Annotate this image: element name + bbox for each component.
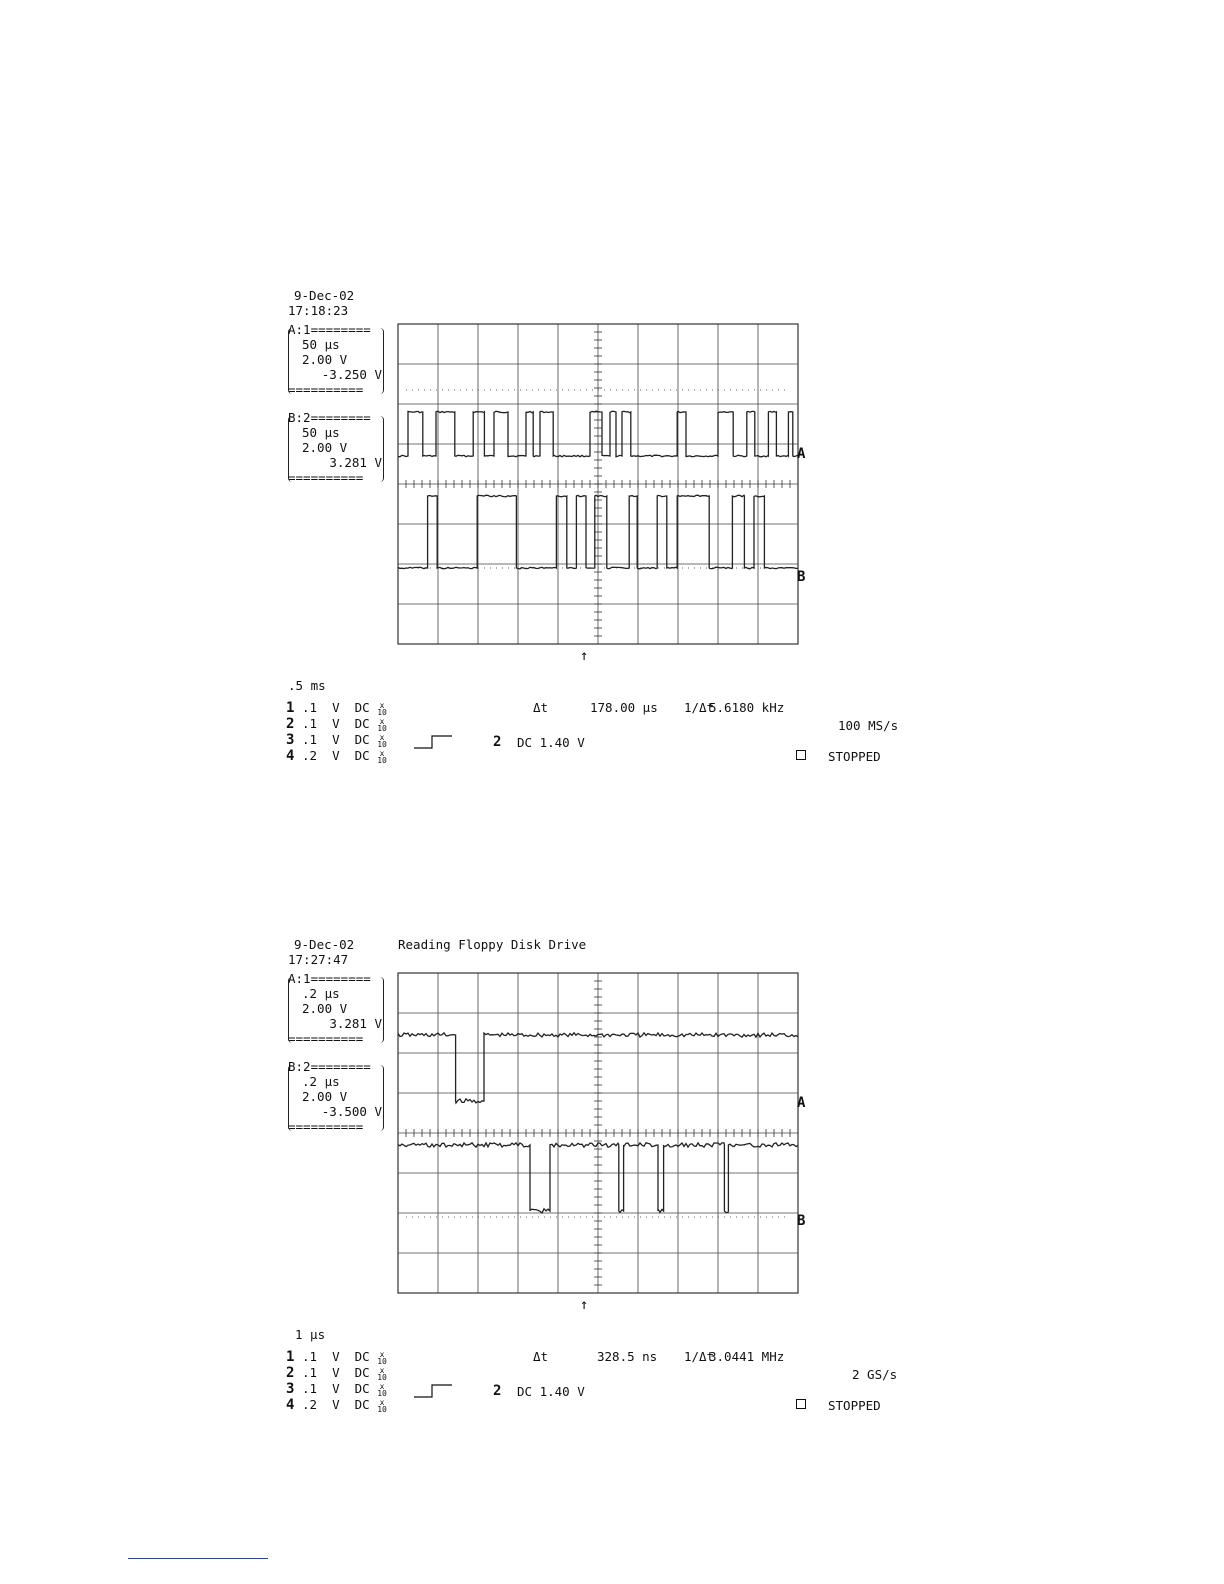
channel-setting: .1 V DC (301, 700, 370, 715)
settings-frame (288, 328, 384, 394)
channel-num: 2 (286, 716, 295, 732)
channel-header: A:1======== (288, 971, 371, 986)
inverse-delta-t-label: 1/Δt (684, 700, 715, 715)
capture-title: Reading Floppy Disk Drive (398, 937, 587, 952)
capture-date: 9-Dec-02 (294, 937, 355, 952)
channel-num: 1 (286, 700, 295, 716)
channel-timebase: 50 μs (302, 425, 340, 440)
trigger-channel: 2 (493, 1383, 502, 1399)
capture-date: 9-Dec-02 (294, 288, 355, 303)
channel-row-1 (286, 1349, 387, 1365)
scope-capture-2 (0, 929, 1224, 1489)
channel-timebase: .2 μs (302, 986, 340, 1001)
channel-num: 4 (286, 748, 295, 764)
channel-offset: -3.250 V (321, 367, 382, 382)
trace-a-marker: A (797, 446, 806, 462)
settings-frame (288, 416, 384, 482)
capture-time: 17:27:47 (288, 952, 349, 967)
channel-b-settings (288, 1059, 384, 1137)
run-stop-indicator-icon (796, 1399, 806, 1409)
trigger-level: DC 1.40 V (517, 1384, 585, 1399)
inverse-delta-t-value: 3.0441 MHz (709, 1349, 785, 1364)
settings-frame (288, 1065, 384, 1131)
scope-screen-1 (0, 280, 1224, 840)
channel-row-2 (286, 1365, 387, 1381)
trace-a-marker: A (797, 1095, 806, 1111)
channel-row-2 (286, 716, 387, 732)
channel-num: 2 (286, 1365, 295, 1381)
probe-ratio-icon: x 10 (377, 1365, 387, 1382)
main-timebase: 1 μs (295, 1327, 326, 1342)
channel-row-4 (286, 1397, 387, 1413)
capture-time: 17:18:23 (288, 303, 349, 318)
channel-offset: -3.500 V (321, 1104, 382, 1119)
delta-t-label: Δt (533, 700, 549, 715)
trigger-channel: 2 (493, 734, 502, 750)
main-timebase: .5 ms (288, 678, 326, 693)
footnote-rule (128, 1558, 268, 1559)
probe-ratio-icon: x 10 (377, 1397, 387, 1414)
channel-volts: 2.00 V (302, 1001, 348, 1016)
channel-row-3 (286, 732, 387, 748)
channel-a-settings (288, 322, 384, 400)
channel-footer: ========== (288, 470, 364, 485)
channel-header: B:2======== (288, 410, 371, 425)
probe-ratio-icon: x 10 (377, 732, 387, 749)
graticule (398, 973, 798, 1293)
probe-ratio-icon: x 10 (377, 1349, 387, 1366)
channel-timebase: .2 μs (302, 1074, 340, 1089)
channel-timebase: 50 μs (302, 337, 340, 352)
channel-num: 1 (286, 1349, 295, 1365)
trace-b-marker: B (797, 1213, 806, 1229)
channel-volts: 2.00 V (302, 1089, 348, 1104)
probe-ratio-icon: x 10 (377, 1381, 387, 1398)
trigger-position-arrow: ↑ (580, 648, 589, 664)
channel-footer: ========== (288, 382, 364, 397)
probe-ratio-icon: x 10 (377, 748, 387, 765)
channel-header: A:1======== (288, 322, 371, 337)
trigger-level: DC 1.40 V (517, 735, 585, 750)
channel-footer: ========== (288, 1031, 364, 1046)
channel-a-settings (288, 971, 384, 1049)
graticule (398, 324, 798, 644)
channel-setting: .2 V DC (301, 748, 370, 763)
rising-edge-trigger-icon (414, 1383, 454, 1399)
channel-volts: 2.00 V (302, 352, 348, 367)
rising-edge-trigger-icon (414, 734, 454, 750)
probe-ratio-icon: x 10 (377, 716, 387, 733)
channel-num: 3 (286, 1381, 295, 1397)
probe-ratio-icon: x 10 (377, 700, 387, 717)
acquisition-status: STOPPED (828, 749, 881, 764)
scope-screen-2 (0, 929, 1224, 1489)
channel-row-3 (286, 1381, 387, 1397)
channel-offset: 3.281 V (329, 455, 382, 470)
trace-b-marker: B (797, 569, 806, 585)
channel-row-4 (286, 748, 387, 764)
acquisition-status: STOPPED (828, 1398, 881, 1413)
channel-setting: .1 V DC (301, 1349, 370, 1364)
delta-t-label: Δt (533, 1349, 549, 1364)
delta-t-value: 328.5 ns (597, 1349, 658, 1364)
channel-volts: 2.00 V (302, 440, 348, 455)
inverse-delta-t-label: 1/Δt (684, 1349, 715, 1364)
channel-setting: .1 V DC (301, 732, 370, 747)
channel-setting: .1 V DC (301, 1381, 370, 1396)
run-stop-indicator-icon (796, 750, 806, 760)
channel-setting: .2 V DC (301, 1397, 370, 1412)
scope-capture-1 (0, 280, 1224, 840)
sample-rate: 2 GS/s (852, 1367, 898, 1382)
channel-setting: .1 V DC (301, 716, 370, 731)
inverse-delta-t-value: 5.6180 kHz (709, 700, 785, 715)
settings-frame (288, 977, 384, 1043)
delta-t-value: 178.00 μs (590, 700, 658, 715)
channel-num: 3 (286, 732, 295, 748)
channel-footer: ========== (288, 1119, 364, 1134)
channel-header: B:2======== (288, 1059, 371, 1074)
trigger-position-arrow: ↑ (580, 1297, 589, 1313)
channel-row-1 (286, 700, 387, 716)
channel-b-settings (288, 410, 384, 488)
sample-rate: 100 MS/s (838, 718, 899, 733)
channel-offset: 3.281 V (329, 1016, 382, 1031)
channel-num: 4 (286, 1397, 295, 1413)
channel-setting: .1 V DC (301, 1365, 370, 1380)
